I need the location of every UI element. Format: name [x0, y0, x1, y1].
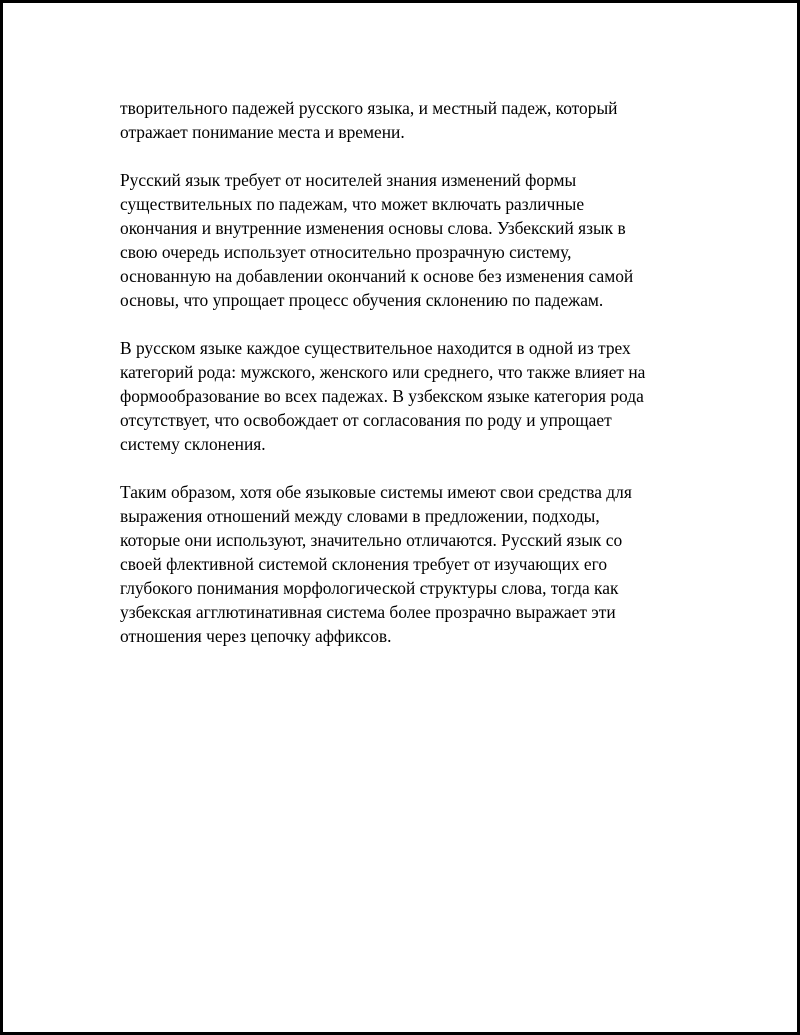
- text-line: выражения отношений между словами в предложении, подходы,: [120, 506, 600, 526]
- text-line: основанную на добавлении окончаний к основе без изменения самой: [120, 266, 634, 286]
- text-line: В русском языке каждое существительное находится в одной из трех: [120, 338, 631, 358]
- text-line: отношения через цепочку аффиксов.: [120, 626, 392, 646]
- text-line: отсутствует, что освобождает от согласования по роду и упрощает: [120, 410, 612, 430]
- text-line: категорий рода: мужского, женского или среднего, что также влияет на: [120, 362, 646, 382]
- text-line: Русский язык требует от носителей знания изменений формы: [120, 170, 577, 190]
- text-line: свою очередь использует относительно прозрачную систему,: [120, 242, 572, 262]
- text-line: Таким образом, хотя обе языковые системы имеют свои средства для: [120, 482, 632, 502]
- document-body: [120, 96, 690, 672]
- text-line: формообразование во всех падежах. В узбекском языке категория рода: [120, 386, 644, 406]
- text-line: основы, что упрощает процесс обучения склонению по падежам.: [120, 290, 604, 310]
- text-line: творительного падежей русского языка, и местный падеж, который: [120, 98, 618, 118]
- paragraph: [120, 96, 690, 144]
- text-line: узбекская агглютинативная система более прозрачно выражает эти: [120, 602, 616, 622]
- text-line: своей флективной системой склонения требует от изучающих его: [120, 554, 608, 574]
- paragraph: [120, 336, 690, 456]
- paragraph: [120, 480, 690, 648]
- text-line: которые они используют, значительно отличаются. Русский язык со: [120, 530, 623, 550]
- text-line: существительных по падежам, что может включать различные: [120, 194, 585, 214]
- text-line: глубокого понимания морфологической структуры слова, тогда как: [120, 578, 619, 598]
- text-line: отражает понимание места и времени.: [120, 122, 405, 142]
- text-line: окончания и внутренние изменения основы слова. Узбекский язык в: [120, 218, 626, 238]
- text-line: систему склонения.: [120, 434, 266, 454]
- paragraph: [120, 168, 690, 312]
